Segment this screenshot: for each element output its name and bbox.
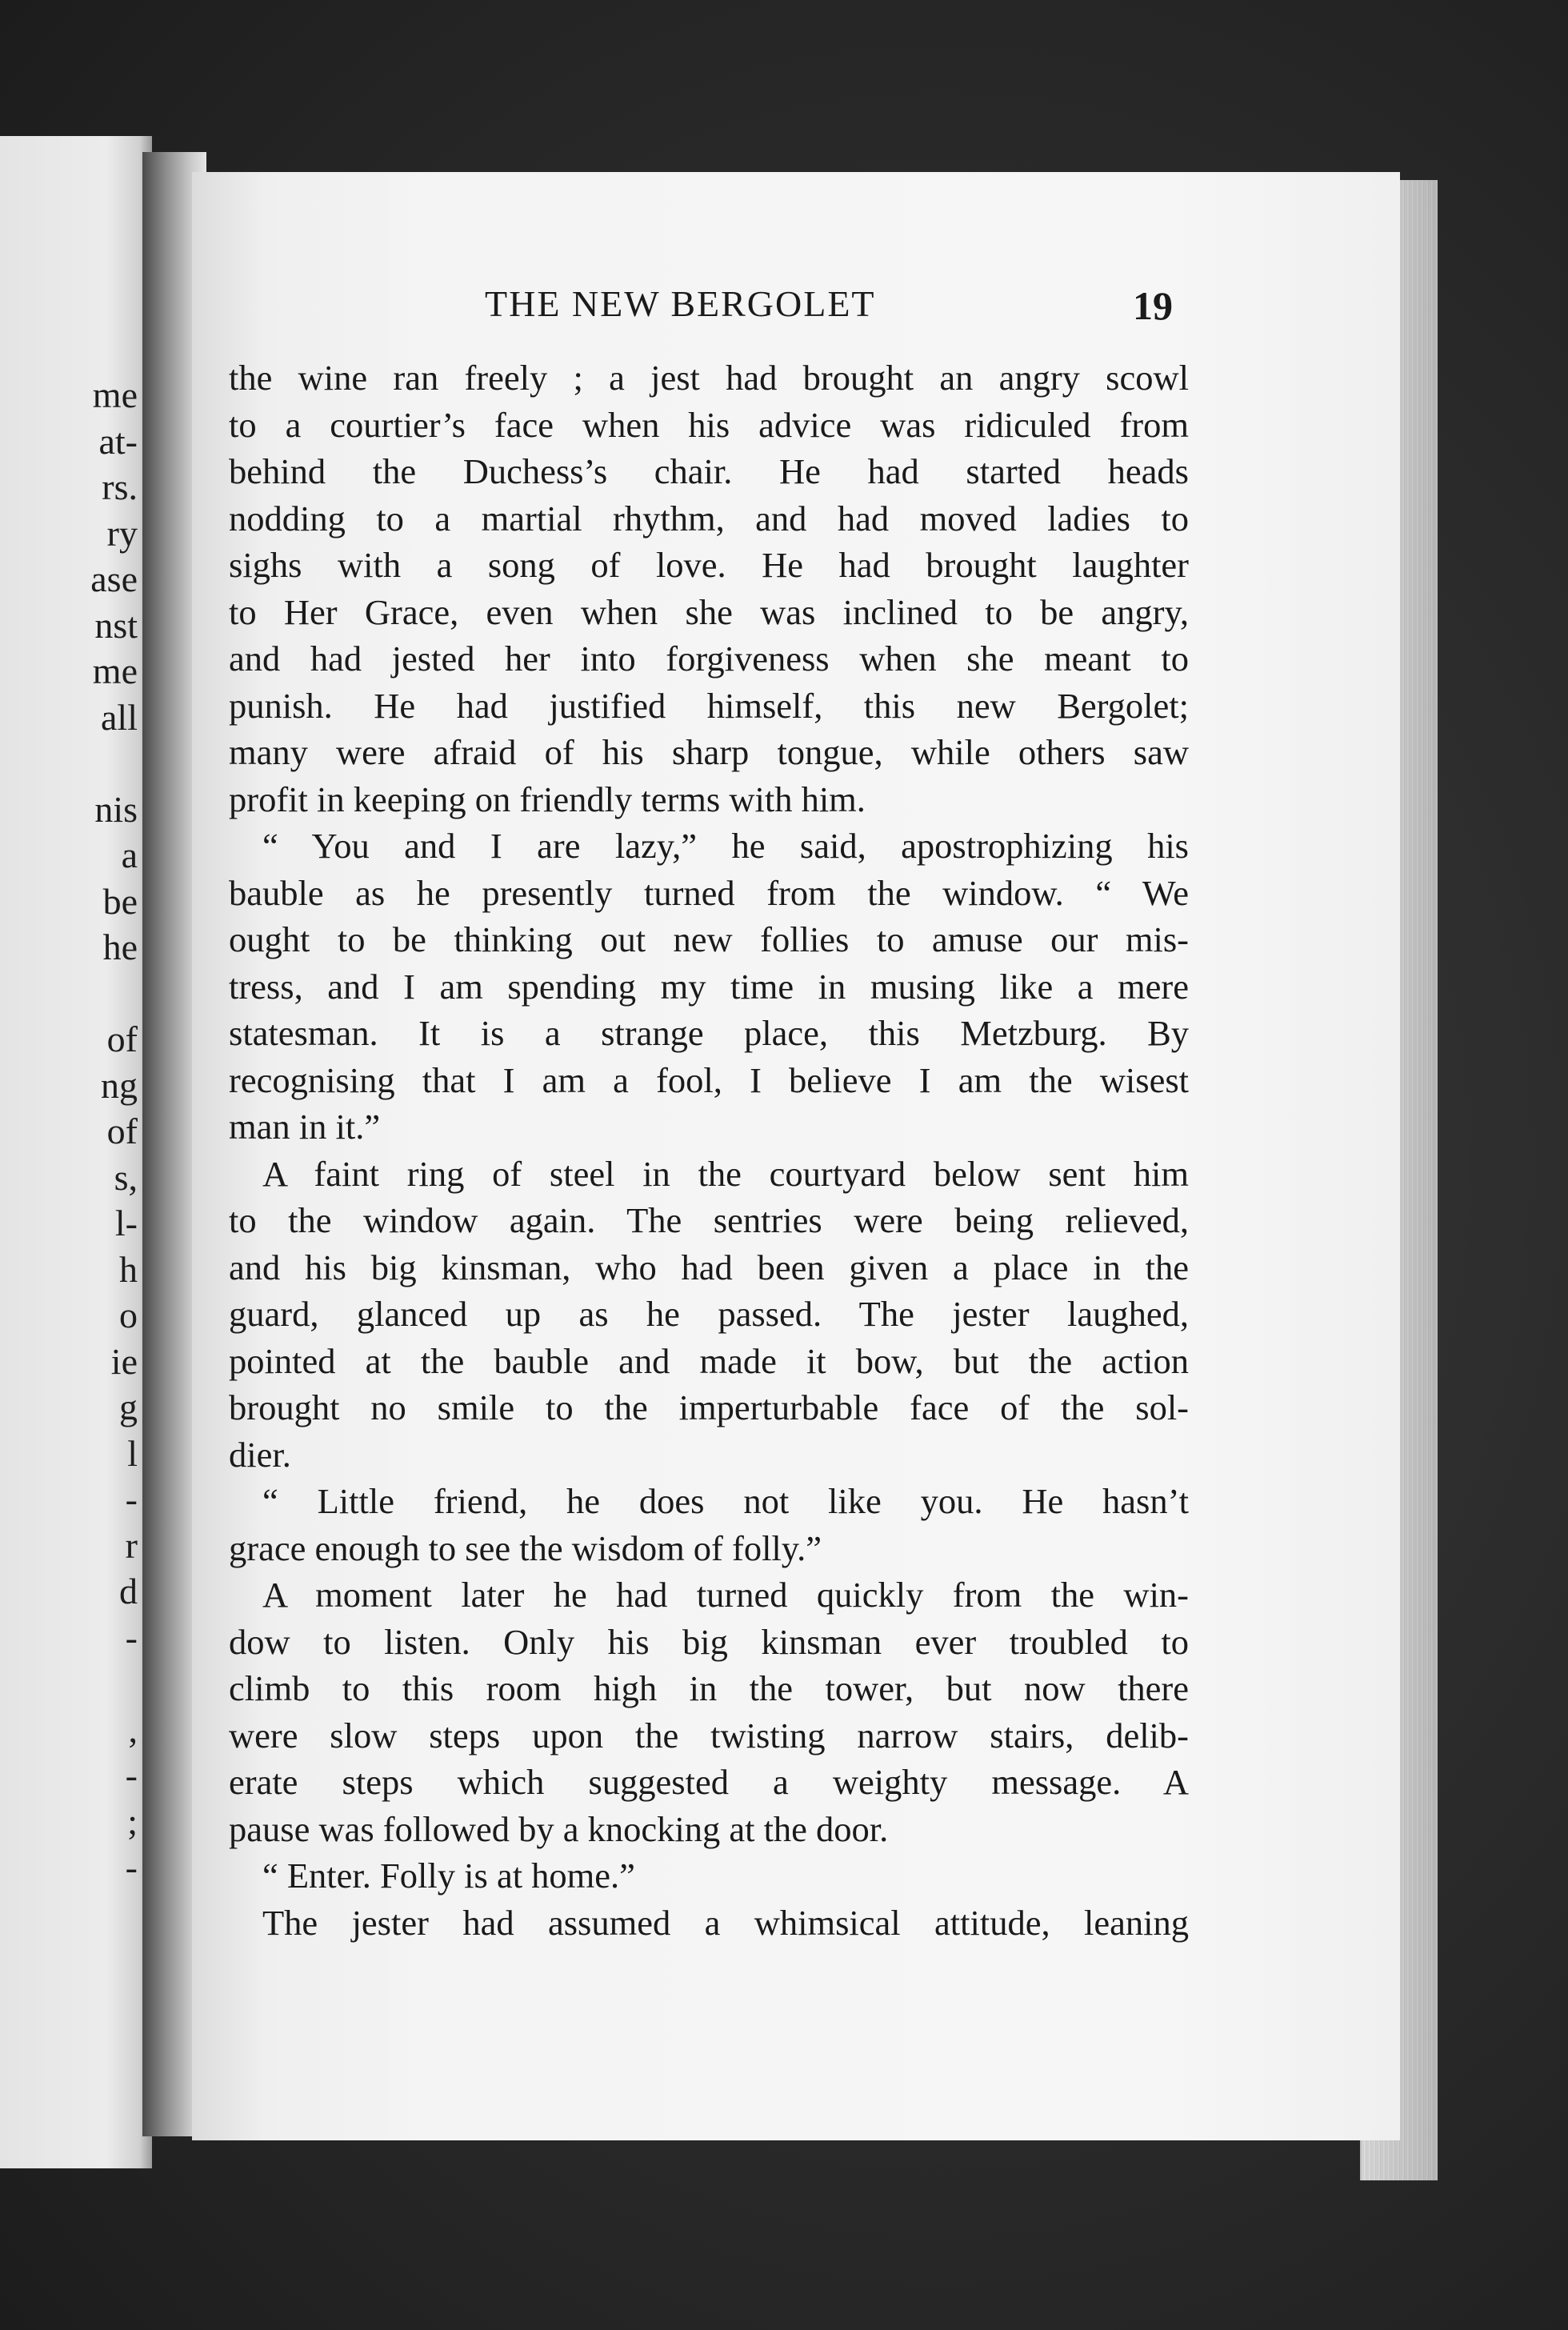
text-line: The jester had assumed a whimsical attitude, leaning: [262, 1902, 1189, 1943]
previous-page-line-fragment: d: [119, 1571, 138, 1611]
text-line: “ You and I are lazy,” he said, apostrophizing his: [262, 826, 1189, 866]
text-line: profit in keeping on friendly terms with him.: [229, 779, 866, 819]
text-line: recognising that I am a fool, I believe I am the wisest: [229, 1059, 1189, 1100]
text-line: and had jested her into forgiveness when she meant to: [229, 639, 1189, 679]
previous-page-line-fragment: of: [106, 1111, 138, 1151]
previous-page-line-fragment: of: [106, 1019, 138, 1059]
page-number: 19: [1133, 283, 1173, 328]
previous-page-line-fragment: -: [125, 1847, 138, 1888]
text-line: statesman. It is a strange place, this Metzburg. By: [229, 1013, 1189, 1053]
text-line: grace enough to see the wisdom of folly.”: [229, 1527, 822, 1568]
previous-page-line-fragment: ng: [101, 1064, 138, 1106]
previous-page-line-fragment: -: [125, 1479, 138, 1519]
previous-page-line-fragment: s,: [114, 1156, 138, 1198]
page-header: [192, 282, 1400, 338]
previous-page-line-fragment: [0, 1660, 138, 1707]
book-page: [192, 172, 1400, 2140]
text-line: climb to this room high in the tower, but now there: [229, 1668, 1189, 1708]
text-line: to a courtier’s face when his advice was ridiculed from: [229, 404, 1189, 445]
previous-page-line-fragment: o: [119, 1295, 138, 1335]
text-line: “ Little friend, he does not like you. He hasn’t: [262, 1481, 1189, 1521]
previous-page-text-fragments: [0, 372, 138, 1891]
previous-page-line-fragment: me: [92, 374, 138, 415]
previous-page-line-fragment: -: [125, 1755, 138, 1796]
previous-page-line-fragment: g: [119, 1387, 138, 1427]
text-line: behind the Duchess’s chair. He had started heads: [229, 451, 1189, 491]
previous-page-line-fragment: nst: [94, 604, 138, 646]
text-line: tress, and I am spending my time in musing like a mere: [229, 966, 1189, 1007]
text-line: nodding to a martial rhythm, and had moved ladies to: [229, 498, 1189, 538]
previous-page-line-fragment: ie: [110, 1340, 138, 1382]
text-line: brought no smile to the imperturbable face of the sol-: [229, 1387, 1189, 1427]
text-line: A faint ring of steel in the courtyard below sent him: [262, 1153, 1189, 1194]
text-line: the wine ran freely ; a jest had brought an angry scowl: [229, 358, 1189, 398]
text-line: dow to listen. Only his big kinsman ever troubled to: [229, 1621, 1189, 1662]
text-line: guard, glanced up as he passed. The jester laughed,: [229, 1294, 1189, 1334]
previous-page-line-fragment: me: [92, 651, 138, 691]
text-line: “ Enter. Folly is at home.”: [262, 1856, 635, 1896]
previous-page-line-fragment: rs.: [102, 466, 138, 507]
text-line: pause was followed by a knocking at the door.: [229, 1808, 889, 1849]
previous-page-line-fragment: all: [101, 696, 138, 738]
running-title: THE NEW BERGOLET: [485, 283, 876, 324]
text-line: erate steps which suggested a weighty message. A: [229, 1762, 1189, 1802]
text-line: to Her Grace, even when she was inclined to be angry,: [229, 591, 1189, 632]
text-line: A moment later he had turned quickly from the win-: [262, 1575, 1189, 1615]
text-line: ought to be thinking out new follies to amuse our mis-: [229, 919, 1189, 959]
previous-page-edge: [0, 136, 152, 2168]
previous-page-line-fragment: a: [121, 835, 138, 875]
previous-page-line-fragment: be: [102, 880, 138, 922]
text-line: punish. He had justified himself, this new Bergolet;: [229, 685, 1189, 726]
previous-page-line-fragment: -: [125, 1616, 138, 1658]
text-line: bauble as he presently turned from the window. “ We: [229, 872, 1189, 913]
previous-page-line-fragment: [0, 740, 138, 787]
text-line: sighs with a song of love. He had brought laughter: [229, 545, 1189, 585]
text-line: man in it.”: [229, 1107, 381, 1147]
previous-page-line-fragment: at-: [98, 420, 138, 462]
text-line: pointed at the bauble and made it bow, but the action: [229, 1340, 1189, 1381]
text-line: were slow steps upon the twisting narrow stairs, delib-: [229, 1715, 1189, 1756]
text-line: dier.: [229, 1434, 291, 1475]
previous-page-line-fragment: ry: [106, 512, 138, 554]
previous-page-line-fragment: h: [119, 1248, 138, 1290]
previous-page-line-fragment: he: [102, 927, 138, 967]
previous-page-line-fragment: ;: [127, 1800, 138, 1842]
previous-page-line-fragment: [0, 971, 138, 1017]
text-line: and his big kinsman, who had been given a place in the: [229, 1247, 1189, 1287]
previous-page-line-fragment: l-: [114, 1203, 138, 1243]
text-line: many were afraid of his sharp tongue, while others saw: [229, 732, 1189, 772]
previous-page-line-fragment: ,: [128, 1708, 138, 1750]
text-line: to the window again. The sentries were being relieved,: [229, 1200, 1189, 1240]
previous-page-line-fragment: nis: [94, 788, 138, 830]
previous-page-line-fragment: ase: [90, 558, 138, 599]
body-text: [229, 354, 1189, 1946]
previous-page-line-fragment: r: [125, 1524, 138, 1566]
previous-page-line-fragment: l: [127, 1432, 138, 1474]
